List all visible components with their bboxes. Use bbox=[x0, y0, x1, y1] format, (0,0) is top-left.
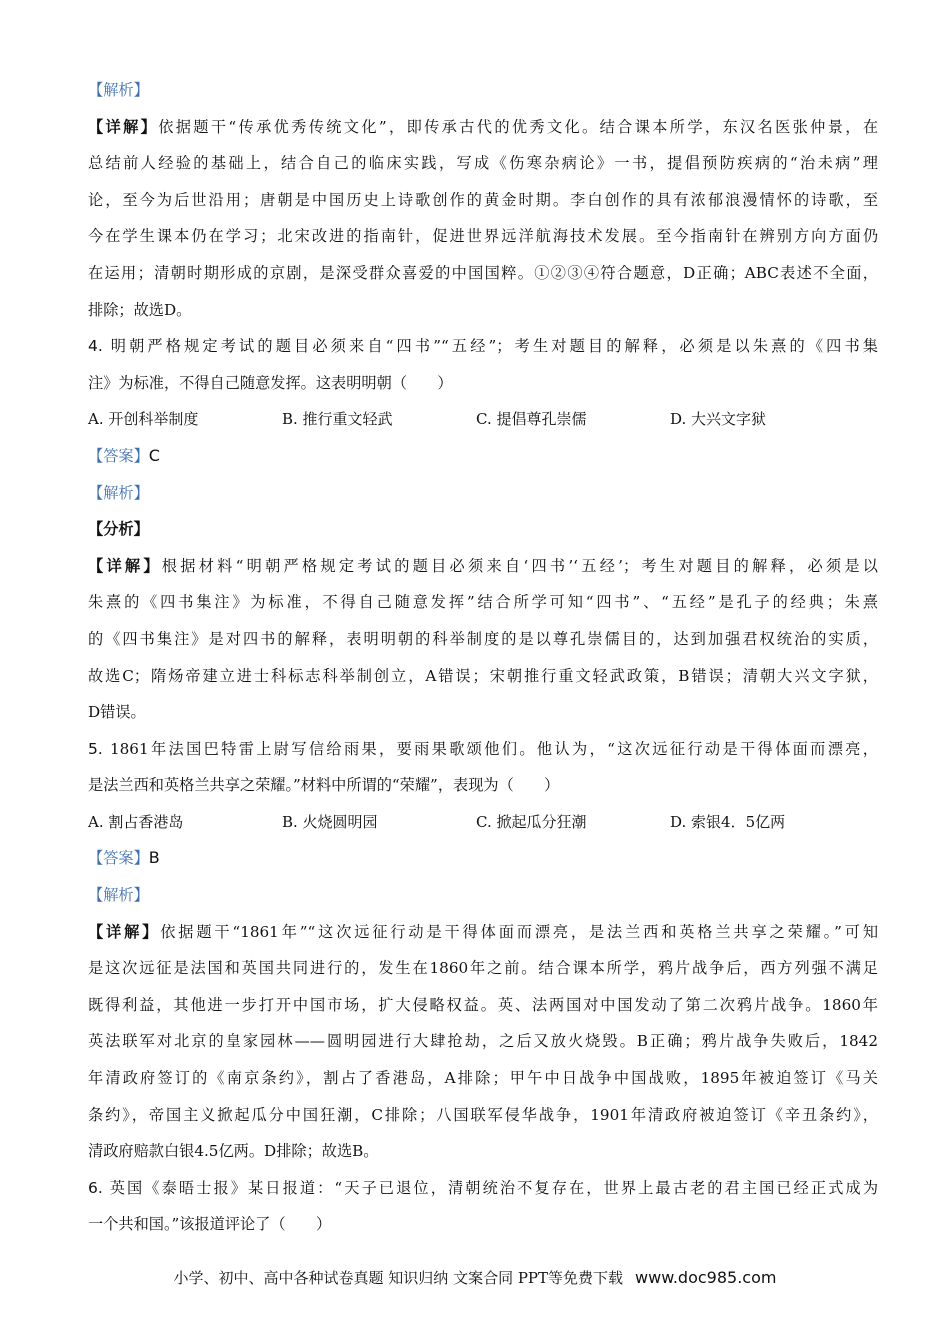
option-c: C. 掀起瓜分狂潮 bbox=[476, 812, 587, 831]
q5-detail-line: 既得利益，其他进一步打开中国市场，扩大侵略权益。英、法两国对中国发动了第二次鸦片战争。1860年 bbox=[88, 995, 878, 1014]
detail-tag: 【详解】 bbox=[88, 117, 159, 136]
q3-detail-line: 在运用；清朝时期形成的京剧，是深受群众喜爱的中国国粹。①②③④符合题意，D正确；ABC表述不全面， bbox=[88, 263, 878, 282]
q4-analysis-heading bbox=[88, 475, 878, 512]
q3-detail-line: 总结前人经验的基础上，结合自己的临床实践，写成《伤寒杂病论》一书，提倡预防疾病的“治未病”理 bbox=[88, 154, 878, 173]
q4-stem-line: 4. 明朝严格规定考试的题目必须来自“四书”“五经”；考生对题目的解释，必须是以朱熹的《四书集 bbox=[88, 337, 878, 356]
q5-detail-line: 年清政府签订的《南京条约》，割占了香港岛，A排除；甲午中日战争中国战败，1895年被迫签订《马关 bbox=[88, 1069, 878, 1088]
q4-detail-line: 的《四书集注》是对四书的解释，表明明朝的科举制度的是以尊孔崇儒目的，达到加强君权统治的实质， bbox=[88, 629, 878, 648]
q3-detail-line: 【详解】依据题干“传承优秀传统文化”，即传承古代的优秀文化。结合课本所学，东汉名医张仲景，在 bbox=[88, 117, 879, 136]
question-number: 6. bbox=[88, 1178, 103, 1197]
analysis-tag: 【解析】 bbox=[88, 483, 149, 502]
option-a: A. 开创科举制度 bbox=[88, 410, 199, 429]
option-a: A. 割占香港岛 bbox=[88, 812, 184, 831]
answer-value: C bbox=[148, 445, 160, 465]
q5-stem-line: 是法兰西和英格兰共享之荣耀。”材料中所谓的“荣耀”，表现为（ ） bbox=[88, 776, 560, 795]
footer-url[interactable]: www.doc985.com bbox=[635, 1268, 777, 1287]
q4-answer bbox=[88, 438, 878, 475]
option-b: B. 火烧圆明园 bbox=[282, 812, 378, 831]
q4-fenxi-heading: 【分析】 bbox=[88, 520, 149, 539]
analysis-tag: 【解析】 bbox=[88, 886, 149, 905]
q4-options bbox=[88, 401, 878, 438]
q5-detail-line: 【详解】依据题干“1861年”“这次远征行动是干得体面而漂亮，是法兰西和英格兰共享之荣耀。”可知 bbox=[88, 922, 879, 941]
option-d: D. 大兴文字狱 bbox=[670, 410, 767, 429]
q6-stem-line: 6. 英国《泰晤士报》某日报道：“天子已退位，清朝统治不复存在，世界上最古老的君主国已经正式成为 bbox=[88, 1178, 879, 1197]
q5-detail-line: 条约》，帝国主义掀起瓜分中国狂潮，C排除；八国联军侵华战争，1901年清政府被迫签订《辛丑条约》， bbox=[88, 1105, 878, 1124]
detail-tag: 【详解】 bbox=[88, 556, 162, 575]
q4-detail-line: 朱熹的《四书集注》为标准，不得自己随意发挥”结合所学可知“四书”、“五经”是孔子的经典；朱熹 bbox=[88, 593, 878, 612]
q5-detail-line: 是这次远征是法国和英国共同进行的，发生在1860年之前。结合课本所学，鸦片战争后，西方列强不满足 bbox=[88, 959, 878, 978]
q3-detail-line: 论，至今为后世沿用；唐朝是中国历史上诗歌创作的黄金时期。李白创作的具有浓郁浪漫情怀的诗歌，至 bbox=[88, 190, 878, 209]
answer-value: B bbox=[148, 848, 160, 868]
q5-analysis-heading bbox=[88, 877, 878, 914]
question-number: 4. bbox=[88, 337, 103, 356]
q3-detail-line: 今在学生课本仍在学习；北宋改进的指南针，促进世界远洋航海技术发展。至今指南针在辨别方向方面仍 bbox=[88, 227, 878, 246]
q4-detail-line: 【详解】根据材料“明朝严格规定考试的题目必须来自‘四书’‘五经’；考生对题目的解释，必须是以 bbox=[88, 556, 878, 575]
q4-stem-line: 注》为标准，不得自己随意发挥。这表明明朝（ ） bbox=[88, 373, 453, 392]
q4-detail-line: 故选C；隋炀帝建立进士科标志科举制创立，A错误；宋朝推行重文轻武政策，B错误；清朝大兴文字狱， bbox=[88, 666, 878, 685]
q6-stem-line: 一个共和国。”该报道评论了（ ） bbox=[88, 1215, 332, 1234]
q5-detail-line: 清政府赔款白银4.5亿两。D排除；故选B。 bbox=[88, 1142, 379, 1161]
q5-answer bbox=[88, 840, 878, 877]
q5-detail-line: 英法联军对北京的皇家园林——圆明园进行大肆抢劫，之后又放火烧毁。B正确；鸦片战争失败后，1842 bbox=[88, 1032, 878, 1051]
q4-detail-line: D错误。 bbox=[88, 703, 146, 722]
detail-tag: 【详解】 bbox=[88, 922, 161, 941]
question-number: 5. bbox=[88, 739, 103, 758]
answer-tag: 【答案】 bbox=[88, 446, 149, 465]
analysis-tag: 【解析】 bbox=[88, 81, 149, 99]
option-b: B. 推行重文轻武 bbox=[282, 410, 393, 429]
footer-text: 小学、初中、高中各种试卷真题 知识归纳 文案合同 PPT等免费下载 bbox=[173, 1269, 624, 1287]
q3-detail-line: 排除；故选D。 bbox=[88, 300, 192, 319]
page-footer bbox=[0, 1264, 950, 1292]
option-d: D. 索银4．5亿两 bbox=[670, 812, 786, 831]
q5-options bbox=[88, 804, 878, 841]
option-c: C. 提倡尊孔崇儒 bbox=[476, 410, 587, 429]
answer-tag: 【答案】 bbox=[88, 849, 149, 868]
q3-analysis-heading bbox=[88, 72, 878, 109]
q5-stem-line: 5. 1861年法国巴特雷上尉写信给雨果，要雨果歌颂他们。他认为，“这次远征行动是干得体面而漂亮， bbox=[88, 739, 878, 758]
document-page bbox=[88, 72, 878, 1243]
